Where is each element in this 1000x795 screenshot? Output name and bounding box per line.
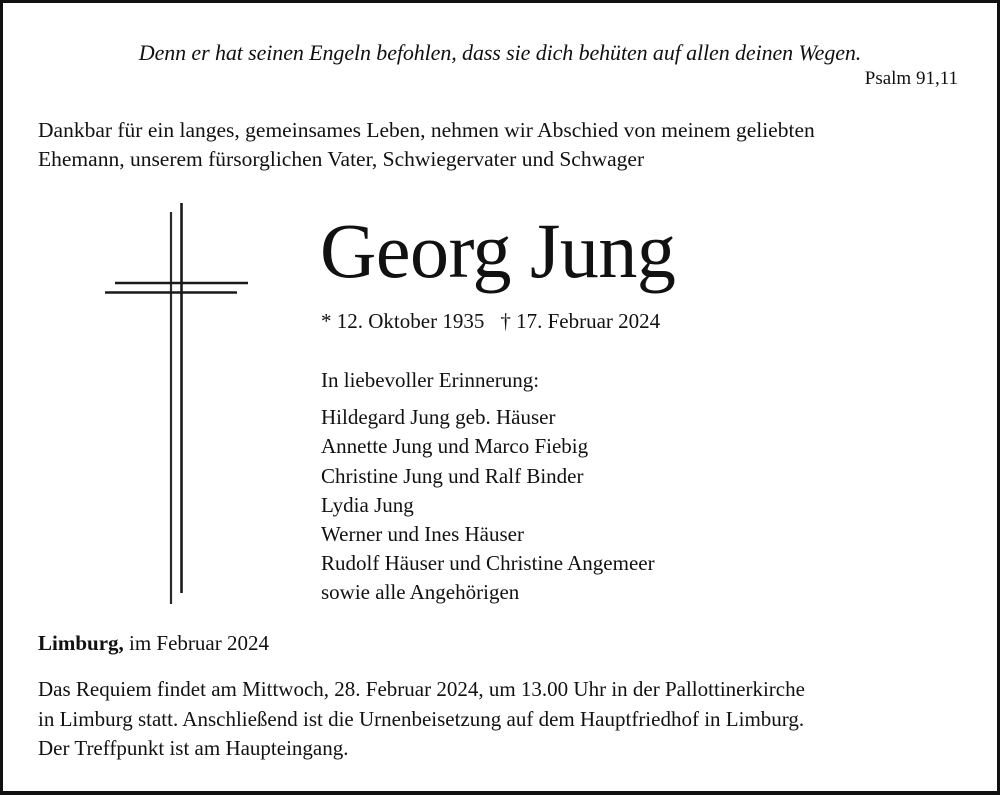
notice-line: in Limburg statt. Anschließend ist die Urnenbeisetzung auf dem Hauptfriedhof in Limburg. — [38, 706, 805, 731]
mourner-name: Christine Jung und Ralf Binder — [321, 463, 584, 488]
verse-source: Psalm 91,11 — [864, 68, 958, 89]
notice-line: Der Treffpunkt ist am Haupteingang. — [38, 736, 349, 760]
funeral-notice — [38, 675, 805, 764]
birth-date: * 12. Oktober 1935 — [321, 309, 485, 333]
mourner-name: Lydia Jung — [321, 492, 414, 517]
intro-line: Dankbar für ein langes, gemeinsames Leben, nehmen wir Abschied von meinem geliebten — [38, 118, 815, 142]
mourner-name: Hildegard Jung geb. Häuser — [321, 405, 556, 430]
mourner-name: Werner und Ines Häuser — [321, 522, 524, 547]
cross-icon — [0, 0, 300, 620]
place-date — [38, 631, 269, 656]
intro-line: Ehemann, unserem fürsorglichen Vater, Schwiegervater und Schwager — [38, 147, 645, 171]
mourner-name: Rudolf Häuser und Christine Angemeer — [321, 551, 655, 576]
life-dates — [321, 309, 660, 334]
place-city: Limburg, — [38, 631, 124, 655]
mourner-name: sowie alle Angehörigen — [321, 580, 520, 605]
bible-verse: Denn er hat seinen Engeln befohlen, dass sie dich behüten auf allen deinen Wegen. — [138, 40, 862, 65]
deceased-name: Georg Jung — [320, 207, 676, 294]
mourners-heading: In liebevoller Erinnerung: — [321, 368, 540, 392]
death-date: † 17. Februar 2024 — [500, 309, 661, 333]
notice-line: Das Requiem findet am Mittwoch, 28. Februar 2024, um 13.00 Uhr in der Pallottinerkirche — [38, 677, 805, 701]
mourners-list — [321, 366, 655, 608]
mourner-name: Annette Jung und Marco Fiebig — [321, 434, 589, 459]
place-month: im Februar 2024 — [123, 631, 269, 655]
